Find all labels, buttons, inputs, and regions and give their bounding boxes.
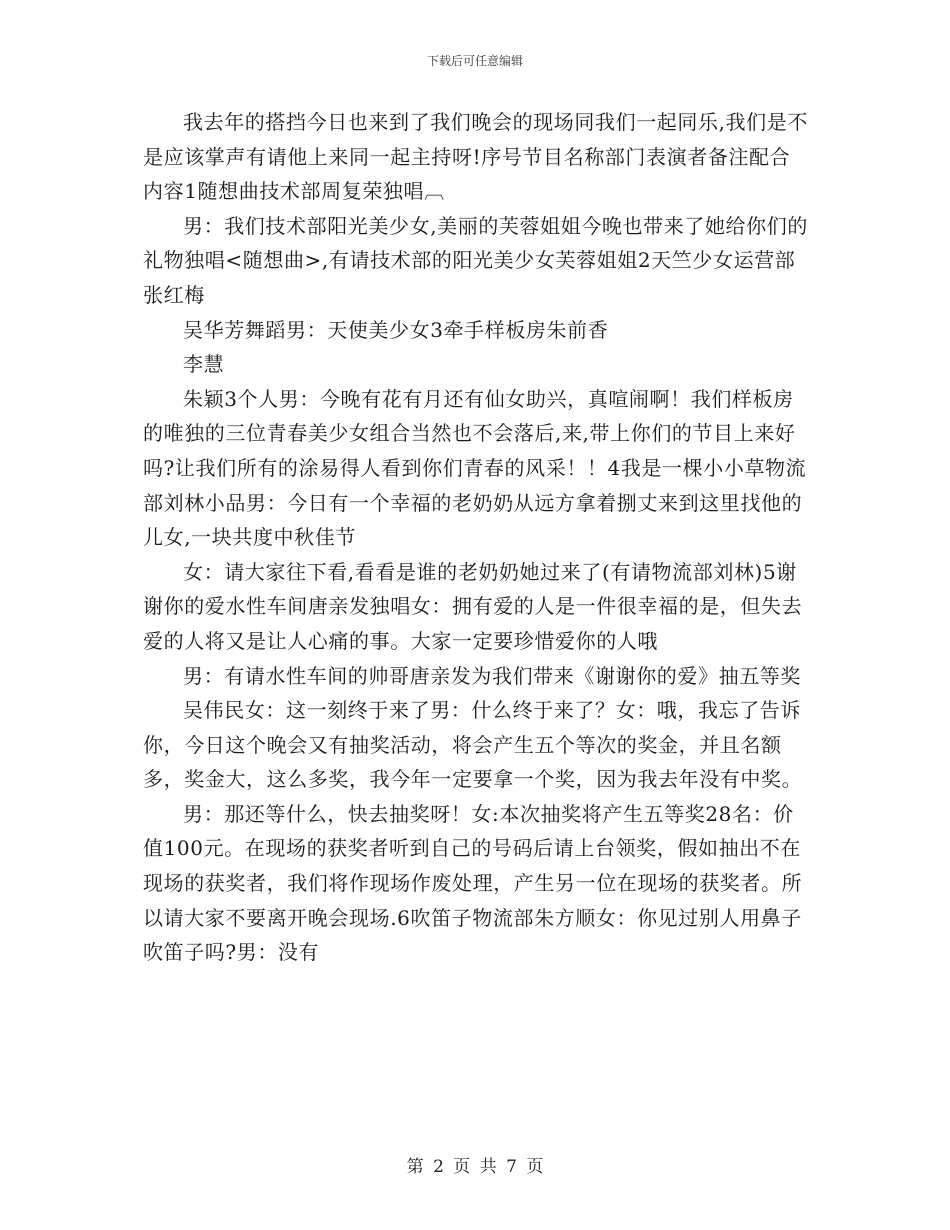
document-body [143,105,808,970]
paragraph: 吴伟民女：这一刻终于来了男：什么终于来了？女：哦，我忘了告诉你，今日这个晚会又有抽奖活动，将会产生五个等次的奖金，并且名额多，奖金大，这么多奖，我今年一定要拿一个奖，因为我去年没有中奖。 [143,698,803,792]
paragraph: 男：有请水性车间的帅哥唐亲发为我们带来《谢谢你的爱》抽五等奖 [183,663,801,688]
paragraph: 男：那还等什么，快去抽奖呀！女:本次抽奖将产生五等奖28名：价值100元。在现场的获奖者听到自己的号码后请上台领奖，假如抽出不在现场的获奖者，我们将作现场作废处理，产生另一位在现场的获奖者。所以请大家不要离开晚会现场.6吹笛子物流部朱方顺女：你见过别人用鼻子吹笛子吗?男：没有 [143,801,803,965]
paragraph: 朱颖3个人男：今晚有花有月还有仙女助兴，真喧闹啊！我们样板房的唯独的三位青春美少女组合当然也不会落后,来,带上你们的节目上来好吗?让我们所有的涂易得人看到你们青春的风采！！4我是一棵小小草物流部刘林小品男：今日有一个幸福的老奶奶从远方拿着捌丈来到这里找他的儿女,一块共度中秋佳节 [143,386,807,550]
paragraph: 女：请大家往下看,看看是谁的老奶奶她过来了(有请物流部刘林)5谢谢你的爱水性车间唐亲发独唱女：拥有爱的人是一件很幸福的是，但失去爱的人将又是让人心痛的事。大家一定要珍惜爱你的人哦 [143,559,803,653]
page-header: 下载后可任意编辑 [426,54,523,68]
paragraph: 吴华芳舞蹈男：天使美少女3牵手样板房朱前香 [183,317,609,342]
paragraph: 李慧 [183,352,225,377]
page-number-footer: 第 2 页 共 7 页 [406,1157,544,1177]
paragraph: 我去年的搭挡今日也来到了我们晚会的现场同我们一起同乐,我们是不是应该掌声有请他上来同一起主持呀!序号节目名称部门表演者备注配合内容1随想曲技术部周复荣独唱︹ [143,110,808,204]
paragraph: 男：我们技术部阳光美少女,美丽的芙蓉姐姐今晚也带来了她给你们的礼物独唱<随想曲>,有请技术部的阳光美少女芙蓉姐姐2天竺少女运营部张红梅 [143,213,808,307]
